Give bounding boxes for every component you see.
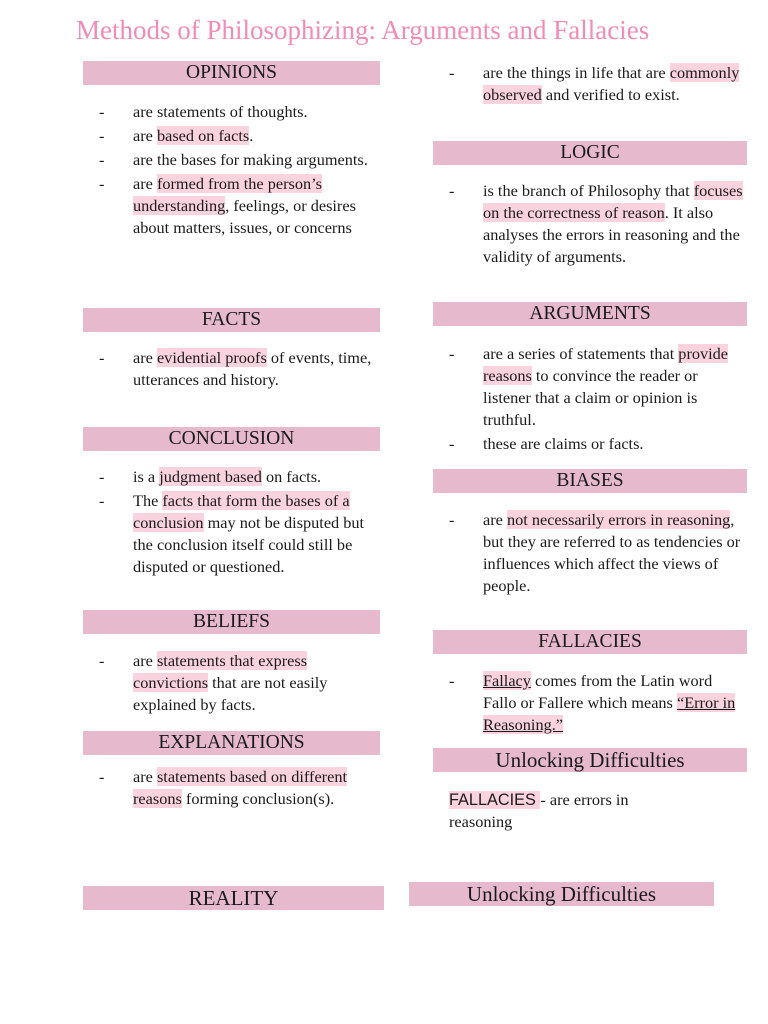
fallacies-list xyxy=(433,670,747,736)
list-item: - Fallacy comes from the Latin word Fallo or Fallere which means “Error in Reasoning.” xyxy=(433,670,747,736)
list-item: - are statements that express convictions that are not easily explained by facts. xyxy=(83,650,383,716)
list-item: - is a judgment based on facts. xyxy=(83,466,383,488)
page-title: Methods of Philosophizing: Arguments and Fallacies xyxy=(76,15,650,45)
section-header-arguments: ARGUMENTS xyxy=(433,302,747,326)
arguments-list xyxy=(433,343,747,455)
list-item: - are a series of statements that provide reasons to convince the reader or listener that a claim or opinion is truthful. xyxy=(433,343,747,431)
list-item: - are not necessarily errors in reasoning, but they are referred to as tendencies or influences which affect the views of people. xyxy=(433,509,747,597)
list-item: - are evidential proofs of events, time, utterances and history. xyxy=(83,347,383,391)
section-header-reality: REALITY xyxy=(83,886,384,910)
section-header-fallacies: FALLACIES xyxy=(433,630,747,654)
biases-list xyxy=(433,509,747,597)
list-item: - is the branch of Philosophy that focuses on the correctness of reason. It also analyses the errors in reasoning and the validity of arguments. xyxy=(433,180,747,268)
section-header-biases: BIASES xyxy=(433,469,747,493)
list-item: - are the bases for making arguments. xyxy=(83,149,383,171)
section-header-opinions: OPINIONS xyxy=(83,61,380,85)
unlocking-definition: FALLACIES - are errors in reasoning xyxy=(449,790,629,831)
section-header-beliefs: BELIEFS xyxy=(83,610,380,634)
list-item: - are statements of thoughts. xyxy=(83,101,383,123)
list-item: - are the things in life that are commonly observed and verified to exist. xyxy=(433,62,747,106)
list-item: - are formed from the person’s understanding, feelings, or desires about matters, issues, or concerns xyxy=(83,173,383,239)
list-item: - these are claims or facts. xyxy=(433,433,747,455)
list-item: - The facts that form the bases of a conclusion may not be disputed but the conclusion itself could still be disputed or questioned. xyxy=(83,490,383,578)
fallacies-term: FALLACIES xyxy=(449,791,541,809)
section-header-logic: LOGIC xyxy=(433,141,747,165)
section-header-facts: FACTS xyxy=(83,308,380,332)
list-item: - are statements based on different reasons forming conclusion(s). xyxy=(83,766,383,810)
opinions-list xyxy=(83,101,383,239)
section-header-unlocking-difficulties: Unlocking Difficulties xyxy=(433,748,747,772)
facts-list xyxy=(83,347,383,391)
section-header-conclusion: CONCLUSION xyxy=(83,427,380,451)
section-header-explanations: EXPLANATIONS xyxy=(83,731,380,755)
list-item: - are based on facts. xyxy=(83,125,383,147)
section-header-unlocking-difficulties-2: Unlocking Difficulties xyxy=(409,882,714,906)
conclusion-list xyxy=(83,466,383,578)
beliefs-list xyxy=(83,650,383,716)
reality-list xyxy=(433,62,747,106)
logic-list xyxy=(433,180,747,268)
explanations-list xyxy=(83,766,383,810)
